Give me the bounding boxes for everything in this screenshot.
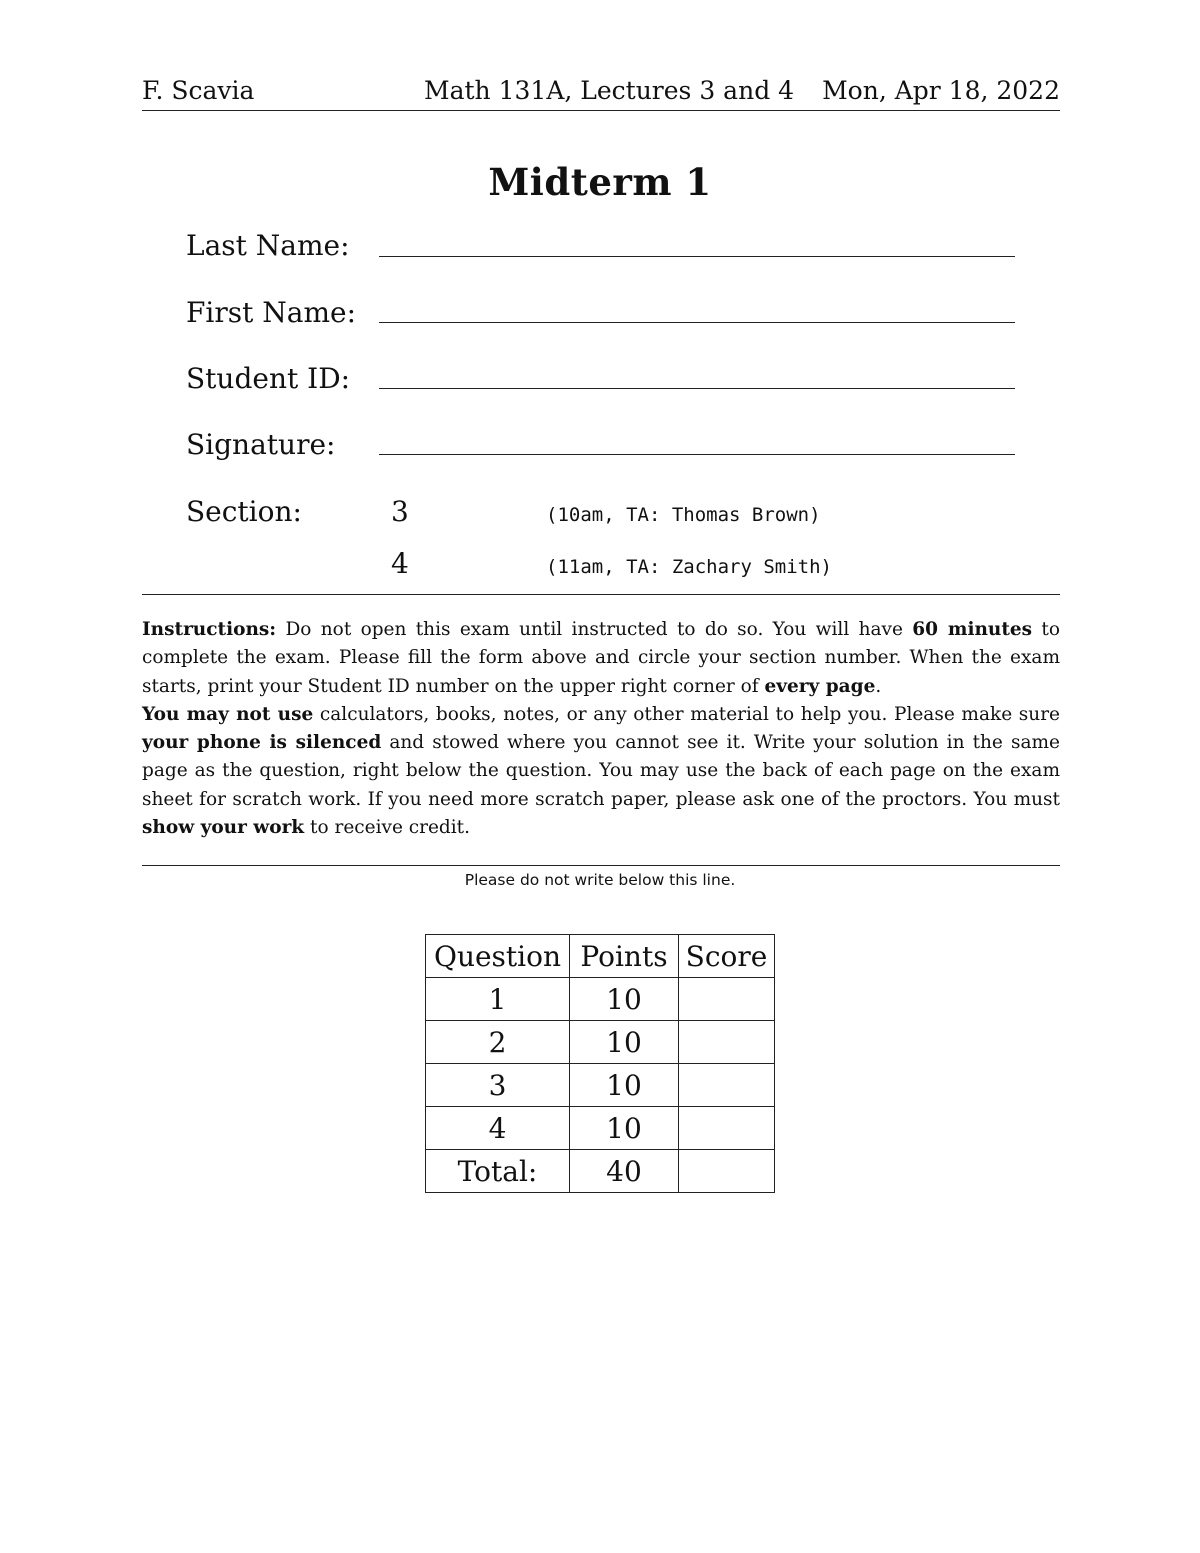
student-id-label: Student ID: [186,362,351,395]
form-divider [142,594,1060,595]
section-3-number[interactable]: 3 [391,495,409,528]
table-header-row [426,935,775,978]
no-write-divider [142,865,1060,866]
signature-label: Signature: [186,428,336,461]
instructions-bold-may-not-use: You may not use [142,703,314,725]
score-cell[interactable] [679,1107,775,1150]
section-4-number[interactable]: 4 [391,547,409,580]
header-date: Mon, Apr 18, 2022 [822,76,1060,105]
table-row [426,1064,775,1107]
header-score: Score [679,935,775,978]
instructions-block [142,616,1060,842]
instructions-text-5: and stowed where you cannot see it. Write your solution in the same page as the question, right below the question. You may use the back of each page on the exam sheet for scratch work. If you need more scratch paper, please ask one of the proctors. You must [142,732,1060,810]
section-label: Section: [186,495,302,528]
last-name-line[interactable] [379,256,1015,257]
section-3-info: (10am, TA: Thomas Brown) [546,504,821,526]
question-cell: 2 [426,1021,570,1064]
points-cell: 10 [570,1107,679,1150]
instructions-text-6: to receive credit. [304,817,470,839]
student-id-line[interactable] [379,388,1015,389]
instructions-text-1: Do not open this exam until instructed to do so. You will have [276,619,913,640]
score-cell[interactable] [679,978,775,1021]
instructions-text-4: calculators, books, notes, or any other material to help you. Please make sure [313,703,1060,725]
header-question: Question [426,935,570,978]
instructions-lead: Instructions: [142,619,277,640]
section-4-info: (11am, TA: Zachary Smith) [546,556,832,578]
question-cell: 3 [426,1064,570,1107]
header-points: Points [570,935,679,978]
header-author: F. Scavia [142,76,255,105]
table-row [426,978,775,1021]
total-points-cell: 40 [570,1150,679,1193]
no-write-note: Please do not write below this line. [464,871,736,889]
header-course: Math 131A, Lectures 3 and 4 [424,76,795,105]
question-cell: 1 [426,978,570,1021]
exam-title: Midterm 1 [488,160,712,204]
question-cell: 4 [426,1107,570,1150]
page-header [142,76,1060,111]
table-row [426,1107,775,1150]
instructions-bold-time: 60 minutes [912,619,1033,640]
instructions-bold-show-work: show your work [142,817,305,839]
instructions-text-3: . [875,675,882,697]
total-label-cell: Total: [426,1150,570,1193]
score-table [425,934,775,1193]
instructions-text-2: to complete the exam. Please fill the form above and circle your section number. When the exam starts, print your Student ID number on the upper right corner of [142,619,1061,697]
points-cell: 10 [570,978,679,1021]
score-cell[interactable] [679,1064,775,1107]
signature-line[interactable] [379,454,1015,455]
first-name-label: First Name: [186,296,357,329]
first-name-line[interactable] [379,322,1015,323]
last-name-label: Last Name: [186,229,350,262]
table-row [426,1021,775,1064]
table-row-total [426,1150,775,1193]
instructions-bold-every-page: every page [764,675,876,697]
points-cell: 10 [570,1021,679,1064]
points-cell: 10 [570,1064,679,1107]
score-cell[interactable] [679,1021,775,1064]
total-score-cell[interactable] [679,1150,775,1193]
instructions-bold-phone: your phone is silenced [142,732,382,754]
